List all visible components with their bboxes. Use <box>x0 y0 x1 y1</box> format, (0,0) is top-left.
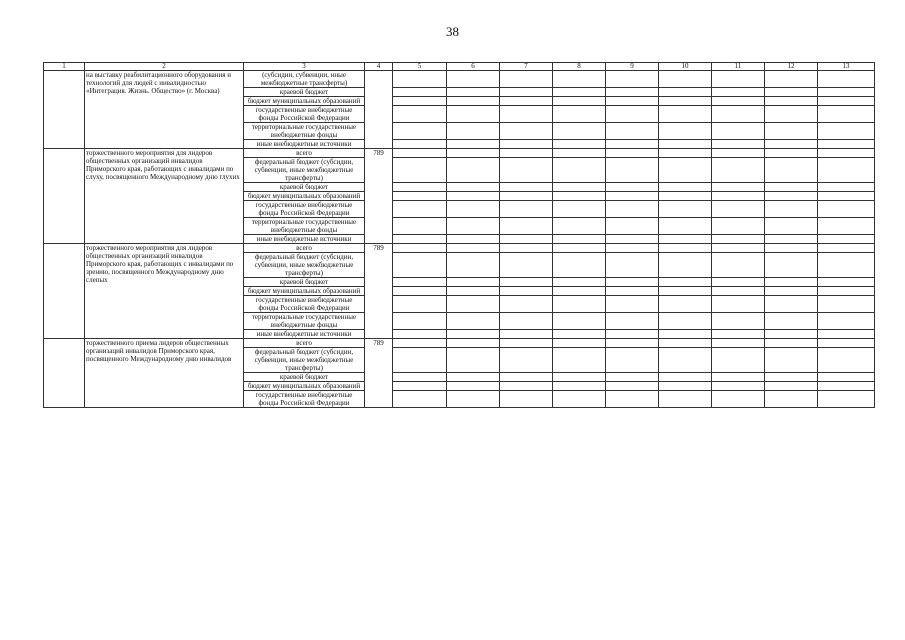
value-cell <box>818 88 875 97</box>
value-cell <box>659 158 712 183</box>
value-cell <box>606 149 659 158</box>
value-cell <box>818 296 875 313</box>
value-cell <box>659 287 712 296</box>
value-cell <box>712 140 765 149</box>
value-cell <box>500 278 553 287</box>
value-cell <box>712 253 765 278</box>
value-cell <box>765 373 818 382</box>
value-cell <box>765 123 818 140</box>
column-header: 2 <box>85 63 244 71</box>
value-cell <box>500 71 553 88</box>
funding-source-cell: всего <box>244 244 365 253</box>
value-cell <box>606 183 659 192</box>
value-cell <box>712 373 765 382</box>
value-cell <box>606 88 659 97</box>
value-cell <box>818 313 875 330</box>
table-row <box>44 149 875 158</box>
column-header: 6 <box>447 63 500 71</box>
value-cell <box>500 339 553 348</box>
value-cell <box>818 140 875 149</box>
value-cell <box>393 348 447 373</box>
value-cell <box>818 348 875 373</box>
column-header: 5 <box>393 63 447 71</box>
value-cell <box>393 140 447 149</box>
column-header: 10 <box>659 63 712 71</box>
value-cell <box>553 244 606 253</box>
value-cell <box>712 339 765 348</box>
value-cell <box>659 183 712 192</box>
value-cell <box>553 71 606 88</box>
funding-source-cell: всего <box>244 339 365 348</box>
funding-source-cell: краевой бюджет <box>244 373 365 382</box>
value-cell <box>500 235 553 244</box>
funding-source-cell: государственные внебюджетные фонды Российской Федерации <box>244 201 365 218</box>
value-cell <box>393 339 447 348</box>
value-cell <box>393 253 447 278</box>
value-cell <box>659 244 712 253</box>
value-cell <box>553 149 606 158</box>
funding-source-cell: иные внебюджетные источники <box>244 235 365 244</box>
value-cell <box>606 140 659 149</box>
value-cell <box>712 287 765 296</box>
value-cell <box>765 244 818 253</box>
value-cell <box>553 123 606 140</box>
value-cell <box>818 391 875 408</box>
value-cell <box>553 296 606 313</box>
funding-source-cell: территориальные государственные внебюджетные фонды <box>244 313 365 330</box>
value-cell <box>500 330 553 339</box>
value-cell <box>500 253 553 278</box>
value-cell <box>393 287 447 296</box>
value-cell <box>447 391 500 408</box>
value-cell <box>712 123 765 140</box>
value-cell <box>712 71 765 88</box>
value-cell <box>765 183 818 192</box>
value-cell <box>765 201 818 218</box>
code-cell: 789 <box>365 339 393 408</box>
value-cell <box>447 348 500 373</box>
value-cell <box>712 382 765 391</box>
value-cell <box>553 253 606 278</box>
funding-source-cell: всего <box>244 149 365 158</box>
value-cell <box>818 71 875 88</box>
value-cell <box>712 218 765 235</box>
value-cell <box>447 235 500 244</box>
value-cell <box>447 296 500 313</box>
value-cell <box>659 278 712 287</box>
row-number-cell <box>44 244 85 339</box>
value-cell <box>659 313 712 330</box>
value-cell <box>659 123 712 140</box>
funding-source-cell: (субсидии, субвенции, иные межбюджетные трансферты) <box>244 71 365 88</box>
value-cell <box>393 330 447 339</box>
value-cell <box>393 201 447 218</box>
value-cell <box>659 140 712 149</box>
value-cell <box>712 244 765 253</box>
column-header: 1 <box>44 63 85 71</box>
value-cell <box>393 192 447 201</box>
value-cell <box>553 391 606 408</box>
event-title-cell: торжественного приема лидеров общественных организаций инвалидов Приморского края, посвященного Международному дню инвалидов <box>85 339 244 408</box>
value-cell <box>818 149 875 158</box>
value-cell <box>818 330 875 339</box>
column-header: 9 <box>606 63 659 71</box>
value-cell <box>553 278 606 287</box>
value-cell <box>818 158 875 183</box>
value-cell <box>500 244 553 253</box>
value-cell <box>818 253 875 278</box>
column-header: 3 <box>244 63 365 71</box>
funding-source-cell: территориальные государственные внебюджетные фонды <box>244 218 365 235</box>
value-cell <box>765 71 818 88</box>
value-cell <box>393 158 447 183</box>
value-cell <box>765 88 818 97</box>
value-cell <box>393 183 447 192</box>
value-cell <box>606 296 659 313</box>
value-cell <box>500 313 553 330</box>
value-cell <box>765 235 818 244</box>
column-header: 7 <box>500 63 553 71</box>
value-cell <box>553 192 606 201</box>
value-cell <box>659 373 712 382</box>
value-cell <box>606 287 659 296</box>
value-cell <box>447 123 500 140</box>
row-number-cell <box>44 149 85 244</box>
value-cell <box>393 88 447 97</box>
value-cell <box>553 140 606 149</box>
value-cell <box>500 192 553 201</box>
value-cell <box>553 287 606 296</box>
value-cell <box>447 97 500 106</box>
value-cell <box>659 149 712 158</box>
value-cell <box>553 330 606 339</box>
funding-source-cell: иные внебюджетные источники <box>244 330 365 339</box>
funding-source-cell: бюджет муниципальных образований <box>244 287 365 296</box>
value-cell <box>500 218 553 235</box>
column-header: 12 <box>765 63 818 71</box>
event-title-cell: на выставку реабилитационного оборудования и технологий для людей с инвалидностью «Интеграция. Жизнь. Общество» (г. Москва) <box>85 71 244 149</box>
value-cell <box>712 278 765 287</box>
value-cell <box>818 287 875 296</box>
column-header: 11 <box>712 63 765 71</box>
value-cell <box>659 382 712 391</box>
value-cell <box>659 330 712 339</box>
funding-source-cell: федеральный бюджет (субсидии, субвенции, иные межбюджетные трансферты) <box>244 158 365 183</box>
value-cell <box>765 348 818 373</box>
value-cell <box>553 348 606 373</box>
value-cell <box>606 278 659 287</box>
value-cell <box>500 183 553 192</box>
value-cell <box>500 201 553 218</box>
value-cell <box>765 382 818 391</box>
value-cell <box>447 253 500 278</box>
value-cell <box>606 313 659 330</box>
value-cell <box>765 287 818 296</box>
value-cell <box>712 149 765 158</box>
value-cell <box>818 123 875 140</box>
value-cell <box>765 140 818 149</box>
value-cell <box>712 313 765 330</box>
page-number: 38 <box>446 24 459 39</box>
event-title-cell: торжественного мероприятия для лидеров общественных организаций инвалидов Приморского края, работающих с инвалидами по зрению, посвященного Международному дню слепых <box>85 244 244 339</box>
value-cell <box>818 106 875 123</box>
value-cell <box>393 296 447 313</box>
value-cell <box>393 382 447 391</box>
value-cell <box>393 71 447 88</box>
value-cell <box>818 339 875 348</box>
value-cell <box>500 106 553 123</box>
funding-source-cell: краевой бюджет <box>244 183 365 192</box>
value-cell <box>818 183 875 192</box>
value-cell <box>447 287 500 296</box>
row-number-cell <box>44 71 85 149</box>
value-cell <box>712 391 765 408</box>
value-cell <box>447 339 500 348</box>
value-cell <box>659 253 712 278</box>
value-cell <box>659 71 712 88</box>
value-cell <box>606 97 659 106</box>
value-cell <box>393 149 447 158</box>
value-cell <box>393 97 447 106</box>
funding-source-cell: краевой бюджет <box>244 88 365 97</box>
funding-source-cell: государственные внебюджетные фонды Российской Федерации <box>244 106 365 123</box>
value-cell <box>765 218 818 235</box>
row-number-cell <box>44 339 85 408</box>
value-cell <box>553 97 606 106</box>
value-cell <box>712 235 765 244</box>
value-cell <box>393 244 447 253</box>
value-cell <box>765 192 818 201</box>
value-cell <box>712 192 765 201</box>
value-cell <box>659 201 712 218</box>
value-cell <box>765 339 818 348</box>
value-cell <box>765 97 818 106</box>
value-cell <box>712 97 765 106</box>
value-cell <box>553 235 606 244</box>
value-cell <box>659 296 712 313</box>
value-cell <box>765 296 818 313</box>
value-cell <box>500 373 553 382</box>
value-cell <box>447 149 500 158</box>
value-cell <box>393 106 447 123</box>
value-cell <box>606 244 659 253</box>
value-cell <box>500 140 553 149</box>
value-cell <box>606 123 659 140</box>
value-cell <box>553 183 606 192</box>
funding-source-cell: государственные внебюджетные фонды Российской Федерации <box>244 296 365 313</box>
value-cell <box>818 373 875 382</box>
value-cell <box>500 348 553 373</box>
column-header: 8 <box>553 63 606 71</box>
funding-source-cell: государственные внебюджетные фонды Российской Федерации <box>244 391 365 408</box>
value-cell <box>553 382 606 391</box>
value-cell <box>765 313 818 330</box>
value-cell <box>393 218 447 235</box>
value-cell <box>659 235 712 244</box>
table-row <box>44 339 875 348</box>
value-cell <box>393 391 447 408</box>
value-cell <box>659 192 712 201</box>
value-cell <box>553 218 606 235</box>
value-cell <box>659 97 712 106</box>
column-header: 13 <box>818 63 875 71</box>
value-cell <box>818 382 875 391</box>
value-cell <box>500 97 553 106</box>
value-cell <box>447 313 500 330</box>
value-cell <box>447 192 500 201</box>
value-cell <box>765 158 818 183</box>
value-cell <box>659 106 712 123</box>
value-cell <box>606 218 659 235</box>
value-cell <box>447 244 500 253</box>
value-cell <box>818 278 875 287</box>
value-cell <box>393 123 447 140</box>
value-cell <box>447 88 500 97</box>
value-cell <box>447 382 500 391</box>
value-cell <box>818 97 875 106</box>
value-cell <box>712 106 765 123</box>
value-cell <box>606 71 659 88</box>
value-cell <box>447 140 500 149</box>
value-cell <box>712 158 765 183</box>
funding-source-cell: федеральный бюджет (субсидии, субвенции, иные межбюджетные трансферты) <box>244 348 365 373</box>
value-cell <box>393 313 447 330</box>
value-cell <box>712 88 765 97</box>
value-cell <box>659 218 712 235</box>
value-cell <box>765 330 818 339</box>
value-cell <box>765 106 818 123</box>
value-cell <box>447 373 500 382</box>
value-cell <box>500 88 553 97</box>
funding-source-cell: бюджет муниципальных образований <box>244 192 365 201</box>
value-cell <box>553 88 606 97</box>
value-cell <box>818 218 875 235</box>
table-body <box>44 63 875 408</box>
value-cell <box>606 253 659 278</box>
value-cell <box>659 348 712 373</box>
value-cell <box>553 313 606 330</box>
column-number-row <box>44 63 875 71</box>
value-cell <box>447 218 500 235</box>
column-header: 4 <box>365 63 393 71</box>
value-cell <box>765 391 818 408</box>
value-cell <box>393 373 447 382</box>
value-cell <box>818 192 875 201</box>
value-cell <box>553 106 606 123</box>
value-cell <box>553 158 606 183</box>
value-cell <box>606 106 659 123</box>
value-cell <box>500 123 553 140</box>
funding-source-cell: территориальные государственные внебюджетные фонды <box>244 123 365 140</box>
table-row <box>44 71 875 88</box>
funding-source-cell: бюджет муниципальных образований <box>244 97 365 106</box>
value-cell <box>606 391 659 408</box>
value-cell <box>447 71 500 88</box>
value-cell <box>606 201 659 218</box>
funding-source-cell: федеральный бюджет (субсидии, субвенции, иные межбюджетные трансферты) <box>244 253 365 278</box>
budget-table <box>43 62 875 408</box>
event-title-cell: торжественного мероприятия для лидеров общественных организаций инвалидов Приморского края, работающих с инвалидами по слуху, посвященного Международному дню глухих <box>85 149 244 244</box>
value-cell <box>500 391 553 408</box>
code-cell: 789 <box>365 244 393 339</box>
value-cell <box>606 158 659 183</box>
value-cell <box>447 278 500 287</box>
value-cell <box>606 348 659 373</box>
value-cell <box>818 235 875 244</box>
value-cell <box>606 339 659 348</box>
value-cell <box>712 330 765 339</box>
value-cell <box>712 183 765 192</box>
value-cell <box>606 330 659 339</box>
value-cell <box>500 158 553 183</box>
value-cell <box>500 287 553 296</box>
value-cell <box>818 244 875 253</box>
value-cell <box>447 201 500 218</box>
value-cell <box>712 348 765 373</box>
value-cell <box>606 235 659 244</box>
funding-source-cell: бюджет муниципальных образований <box>244 382 365 391</box>
value-cell <box>393 235 447 244</box>
value-cell <box>553 373 606 382</box>
value-cell <box>447 158 500 183</box>
value-cell <box>659 88 712 97</box>
value-cell <box>765 253 818 278</box>
code-cell: 789 <box>365 149 393 244</box>
value-cell <box>712 201 765 218</box>
value-cell <box>393 278 447 287</box>
value-cell <box>447 106 500 123</box>
value-cell <box>818 201 875 218</box>
value-cell <box>606 373 659 382</box>
value-cell <box>447 183 500 192</box>
value-cell <box>712 296 765 313</box>
value-cell <box>606 382 659 391</box>
table-row <box>44 244 875 253</box>
value-cell <box>447 330 500 339</box>
value-cell <box>500 149 553 158</box>
code-cell <box>365 71 393 149</box>
value-cell <box>765 149 818 158</box>
value-cell <box>500 296 553 313</box>
funding-source-cell: краевой бюджет <box>244 278 365 287</box>
value-cell <box>500 382 553 391</box>
value-cell <box>553 201 606 218</box>
value-cell <box>553 339 606 348</box>
funding-source-cell: иные внебюджетные источники <box>244 140 365 149</box>
value-cell <box>659 339 712 348</box>
value-cell <box>765 278 818 287</box>
value-cell <box>659 391 712 408</box>
value-cell <box>606 192 659 201</box>
